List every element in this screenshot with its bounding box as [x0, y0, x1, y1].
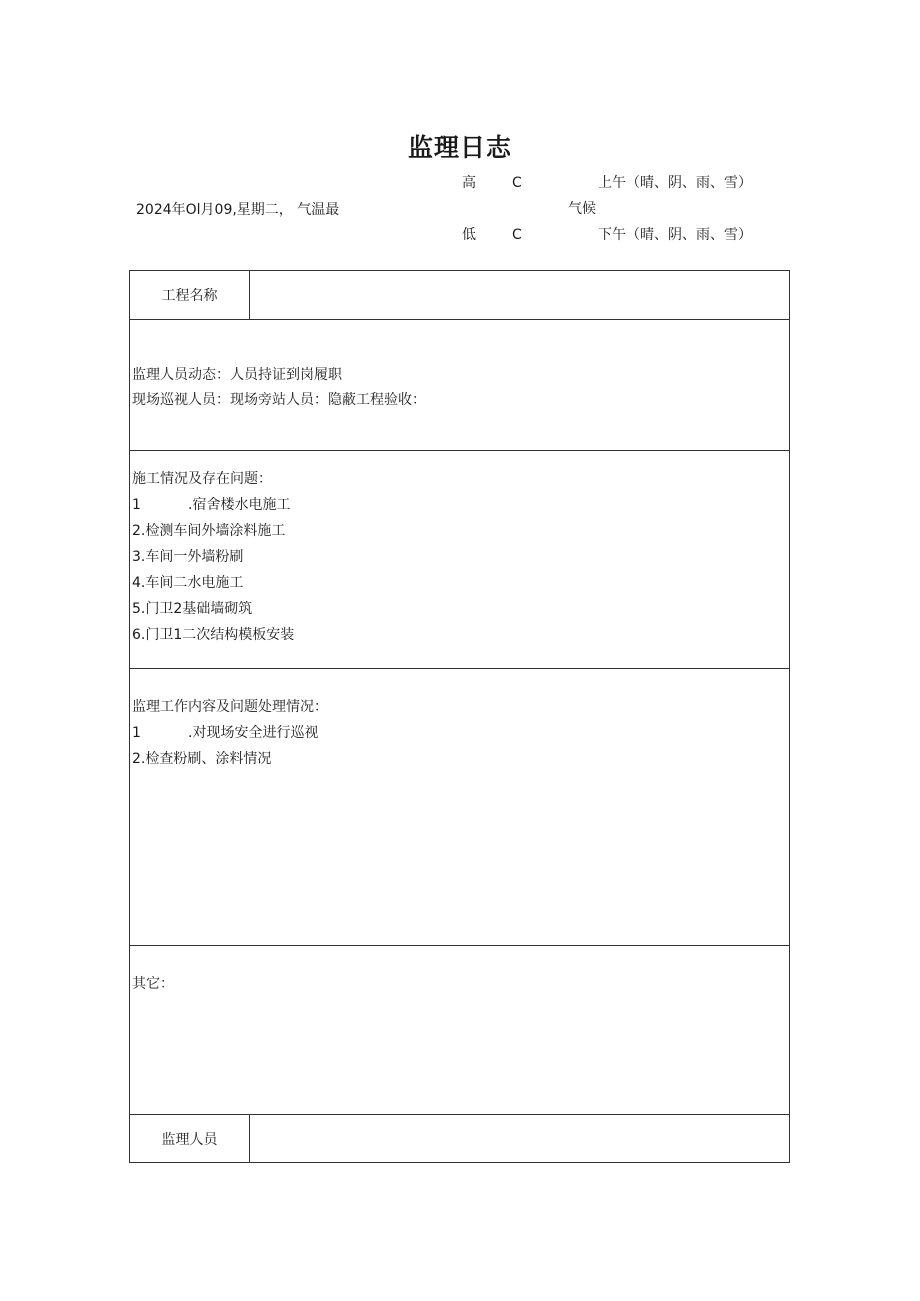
supervision-item-text: .对现场安全进行巡视	[188, 725, 319, 741]
construction-item: 6.门卫1二次结构模板安装	[132, 627, 295, 643]
supervision-heading: 监理工作内容及问题处理情况：	[132, 699, 328, 715]
construction-item-text: .宿舍楼水电施工	[188, 497, 291, 513]
project-name-row	[130, 271, 789, 320]
weather-morning: 上午（晴、阴、雨、雪）	[598, 175, 752, 191]
project-name-label: 工程名称	[130, 271, 250, 319]
temp-low-label: 低	[462, 227, 476, 243]
personnel-section	[130, 320, 789, 451]
construction-item	[132, 496, 290, 514]
temp-high-unit: C	[512, 175, 522, 191]
supervision-section	[130, 669, 789, 946]
supervision-log-form	[129, 270, 790, 1163]
weather-label: 气候	[568, 201, 596, 217]
construction-section	[130, 451, 789, 669]
supervisor-field[interactable]	[250, 1115, 789, 1162]
supervision-item	[132, 724, 318, 742]
construction-item: 3.车间一外墙粉刷	[132, 549, 244, 565]
construction-item: 4.车间二水电施工	[132, 575, 244, 591]
supervision-item: 2.检查粉刷、涂料情况	[132, 751, 272, 767]
inspection-staff-text: 现场巡视人员：现场旁站人员：隐蔽工程验收：	[132, 392, 426, 408]
date-temperature-line: 2024年Ol月09,星期二， 气温最	[136, 202, 340, 218]
supervisor-row	[130, 1115, 789, 1162]
supervisor-label: 监理人员	[130, 1115, 250, 1162]
other-section	[130, 946, 789, 1115]
construction-heading: 施工情况及存在问题：	[132, 471, 272, 487]
personnel-status-text: 监理人员动态：人员持证到岗履职	[132, 367, 342, 383]
construction-item-number: 1	[132, 497, 141, 513]
temp-low-unit: C	[512, 227, 522, 243]
weather-afternoon: 下午（晴、阴、雨、雪）	[598, 227, 752, 243]
construction-item: 5.门卫2基础墙砌筑	[132, 601, 253, 617]
page-title: 监理日志	[407, 133, 512, 162]
temp-high-label: 高	[462, 175, 476, 191]
construction-item: 2.检测车间外墙涂料施工	[132, 523, 286, 539]
project-name-field[interactable]	[250, 271, 789, 319]
supervision-item-number: 1	[132, 725, 141, 741]
other-label: 其它：	[132, 976, 174, 992]
